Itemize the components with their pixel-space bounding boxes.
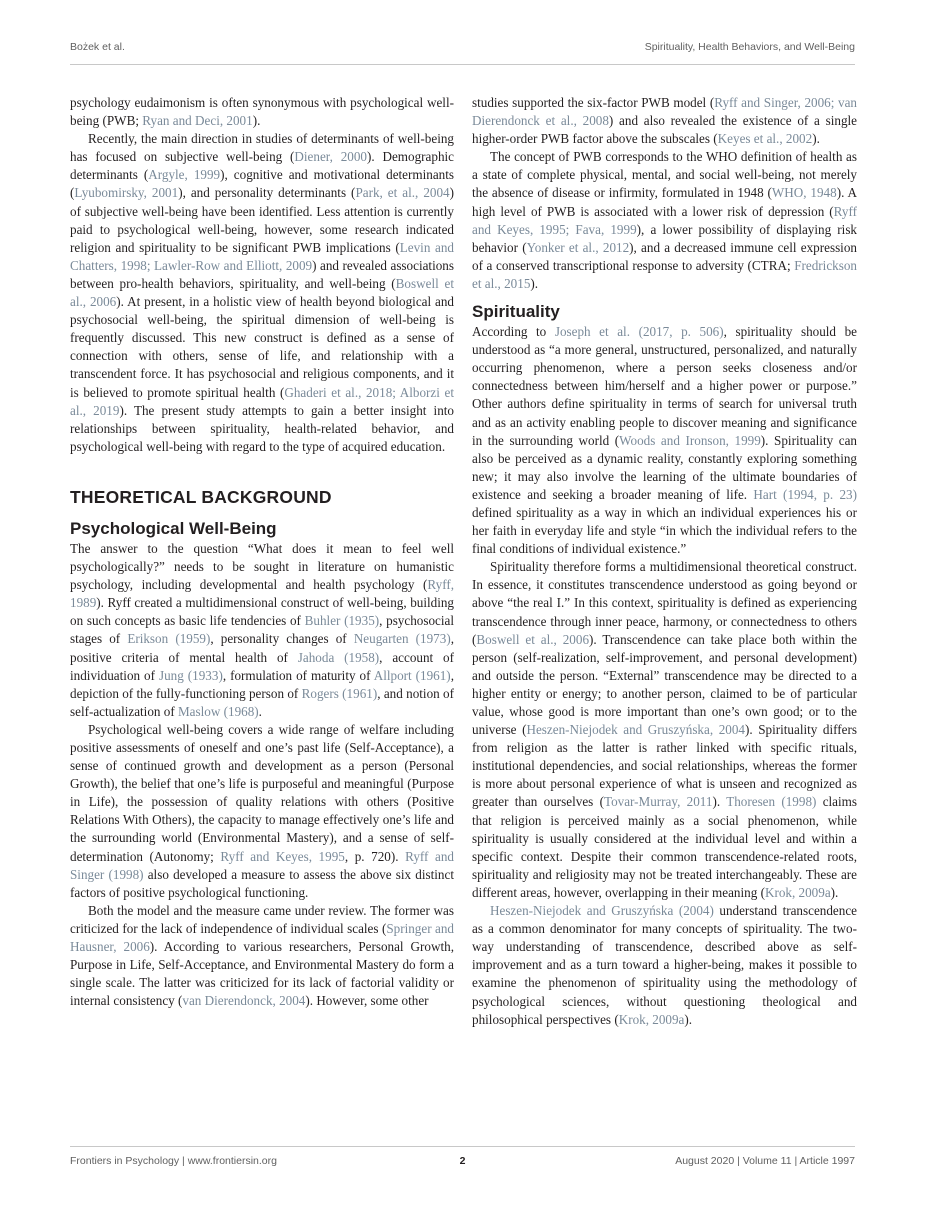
footer-rule [70, 1146, 855, 1147]
footer-issue: August 2020 | Volume 11 | Article 1997 [675, 1155, 855, 1167]
paragraph: Psychological well-being covers a wide range of welfare including positive assessments of oneself and one’s past life (Self-Acceptance), a sense of continued growth and development as a person (Personal Growth), the belief that one’s life is purposeful and meaningful (Purpose in Life), the possession of quality relations with others (Positive Relations With Others), the capacity to manage effectively one’s life and the surrounding world (Environmental Mastery), and a sense of self-determination (Autonomy; Ryff and Keyes, 1995, p. 720). Ryff and Singer (1998) also developed a measure to assess the above six distinct factors of positive psychological functioning. [70, 721, 454, 900]
citation-link[interactable]: Ryff and Singer (1998) [70, 848, 454, 882]
subsection-heading: Psychological Well-Being [70, 518, 277, 538]
paragraph: Spirituality therefore forms a multidimensional theoretical construct. In essence, it constitutes transcendence understood as going beyond or above “the real I.” In this context, spirituality is defined as experiencing transcendence through inner peace, harmony, or connectedness to others (Boswell et al., 2006). Transcendence can take place both within the person (self-realization, self-improvement, and personal development) and outside the person. “External” transcendence may be directed to a higher entity or energy; to another person, claimed to be of particular value, whose good is more important than one’s own good; or to the universe (Heszen-Niejodek and Gruszyńska, 2004). Spirituality differs from religion as the latter is rather linked with specific rituals, institutional dependencies, and social relationships, whereas the former is more about personal experience of what is unseen and recognized as greater than ourselves (Tovar-Murray, 2011). Thoresen (1998) claims that religion is perceived mainly as a social phenomenon, while spirituality is usually considered at the individual level and within a specific context. Despite their common transcendence-related roots, spirituality and religiosity may not be treated interchangeably. These are different areas, however, overlapping in their meaning (Krok, 2009a). [472, 559, 858, 900]
citation-link[interactable]: Maslow (1968) [178, 703, 259, 719]
citation-link[interactable]: Keyes et al., 2002 [717, 131, 813, 147]
citation-link[interactable]: Heszen-Niejodek and Gruszyńska, 2004 [526, 722, 745, 738]
right-column [472, 94, 857, 1029]
paragraph: Both the model and the measure came under review. The former was criticized for the lack of independence of individual scales (Springer and Hausner, 2006). According to various researchers, Personal Growth, Purpose in Life, Self-Acceptance, and Environmental Mastery do form a single scale. The latter was criticized for its lack of factorial validity or internal consistency (van Dierendonck, 2004). However, some other [70, 902, 455, 1009]
citation-link[interactable]: van Dierendonck, 2004 [182, 993, 306, 1009]
citation-link[interactable]: Springer and Hausner, 2006 [70, 920, 455, 955]
citation-link[interactable]: Yonker et al., 2012 [526, 239, 630, 255]
paragraph: Recently, the main direction in studies of determinants of well-being has focused on subjective well-being (Diener, 2000). Demographic determinants (Argyle, 1999), cognitive and motivational determinants (Lyubomirsky, 2001), and personality determinants (Park, et al., 2004) of subjective well-being have been identified. Less attention is currently paid to psychological well-being, however, some research indicated religion and spirituality to be significant PWB implications (Levin and Chatters, 1998; Lawler-Row and Elliott, 2009) and revealed associations between pro-health behaviors, spirituality, and well-being (Boswell et al., 2006). At present, in a holistic view of health beyond biological and psychosocial well-being, the spiritual dimension of well-being is frequently discussed. This new construct is defined as a sense of connection with others, sense of life, and relationship with a transcendent force. It has psychosocial and religious components, and it is believed to promote spiritual health (Ghaderi et al., 2018; Alborzi et al., 2019). The present study attempts to gain a better insight into relationships between spirituality, health-related behavior, and psychological well-being with regard to the type of acquired education. [70, 131, 455, 454]
citation-link[interactable]: Ryff and Keyes, 1995; Fava, 1999 [472, 203, 857, 237]
subsection-heading: Spirituality [472, 302, 560, 322]
paragraph: According to Joseph et al. (2017, p. 506), spirituality should be understood as “a more general, unstructured, personalized, and naturally occurring phenomenon, where a person seeks closeness and/or connectedness between him/herself and a higher power or purpose.” Other authors define spirituality in terms of search for universal truth and as an activity enabling people to discover meaning and significance in the surrounding world (Woods and Ironson, 1999). Spirituality can also be perceived as a dynamic reality, constantly exploring something new; it may also involve the learning of the ultimate boundaries of existence and seeking a broader meaning of life. Hart (1994, p. 23) defined spirituality as a way in which an individual experiences his or her faith in everyday life and style “in which the individual refers to the final conditions of individual existence.” [472, 324, 857, 557]
citation-link[interactable]: Neugarten (1973) [353, 631, 451, 647]
citation-link[interactable]: Park, et al., 2004 [355, 185, 450, 201]
citation-link[interactable]: Jung (1933) [158, 667, 223, 683]
paragraph: Heszen-Niejodek and Gruszyńska (2004) understand transcendence as a common denominator for many concepts of spirituality. The two-way understanding of transcendence, described above as self-improvement and as a turn toward a higher-being, makes it possible to examine the phenomenon of spirituality using the methodology of psychological sciences, without questioning theological and philosophical perspectives (Krok, 2009a). [472, 903, 857, 1027]
citation-link[interactable]: WHO, 1948 [771, 185, 837, 201]
citation-link[interactable]: Krok, 2009a [764, 884, 831, 900]
citation-link[interactable]: Boswell et al., 2006 [70, 275, 454, 310]
paragraph: studies supported the six-factor PWB model (Ryff and Singer, 2006; van Dierendonck et al., 2008) and also revealed the existence of a single higher-order PWB factor above the subscales (Keyes et al., 2002). [472, 95, 857, 147]
citation-link[interactable]: Tovar-Murray, 2011 [603, 794, 713, 810]
header-authors: Bożek et al. [70, 41, 125, 53]
paragraph: psychology eudaimonism is often synonymous with psychological well-being (PWB; Ryan and Deci, 2001). [70, 95, 454, 129]
citation-link[interactable]: Ghaderi et al., 2018; Alborzi et al., 2019 [70, 384, 454, 418]
citation-link[interactable]: Jahoda (1958) [297, 649, 380, 665]
citation-link[interactable]: Diener, 2000 [294, 149, 368, 165]
citation-link[interactable]: Hart (1994, p. 23) [753, 486, 857, 502]
left-column [70, 94, 454, 1010]
citation-link[interactable]: Fredrickson et al., 2015 [472, 257, 857, 291]
page-number: 2 [459, 1155, 466, 1167]
citation-link[interactable]: Woods and Ironson, 1999 [619, 432, 761, 448]
paragraph: The answer to the question “What does it mean to feel well psychologically?” needs to be sought in literature on humanistic psychology, including developmental and health psychology (Ryff, 1989). Ryff created a multidimensional construct of well-being, building on such concepts as basic life tendencies of Buhler (1935), psychosocial stages of Erikson (1959), personality changes of Neugarten (1973), positive criteria of mental health of Jahoda (1958), account of individuation of Jung (1933), formulation of maturity of Allport (1961), depiction of the fully-functioning person of Rogers (1961), and notion of self-actualization of Maslow (1968). [70, 540, 455, 719]
citation-link[interactable]: Ryff, 1989 [70, 577, 454, 611]
header-running-title: Spirituality, Health Behaviors, and Well-Being [644, 41, 855, 53]
citation-link[interactable]: Thoresen (1998) [726, 794, 817, 810]
citation-link[interactable]: Ryff and Singer, 2006; van Dierendonck et al., 2008 [472, 95, 857, 129]
citation-link[interactable]: Rogers (1961) [301, 685, 378, 701]
citation-link[interactable]: Levin and Chatters, 1998; Lawler-Row and Elliott, 2009 [70, 239, 454, 273]
citation-link[interactable]: Ryff and Keyes, 1995 [220, 848, 345, 864]
citation-link[interactable]: Heszen-Niejodek and Gruszyńska (2004) [490, 903, 714, 919]
citation-link[interactable]: Argyle, 1999 [148, 167, 221, 183]
citation-link[interactable]: Erikson (1959) [127, 631, 211, 647]
citation-link[interactable]: Ryan and Deci, 2001 [142, 113, 253, 129]
citation-link[interactable]: Buhler (1935) [304, 613, 380, 629]
footer-journal: Frontiers in Psychology | www.frontiersin.org [70, 1155, 277, 1167]
citation-link[interactable]: Lyubomirsky, 2001 [74, 185, 179, 201]
citation-link[interactable]: Joseph et al. (2017, p. 506) [554, 324, 724, 340]
citation-link[interactable]: Allport (1961) [373, 667, 451, 683]
citation-link[interactable]: Boswell et al., 2006 [476, 631, 590, 647]
citation-link[interactable]: Krok, 2009a [618, 1011, 685, 1027]
running-header [70, 41, 855, 61]
paragraph: The concept of PWB corresponds to the WHO definition of health as a state of complete physical, mental, and social well-being, not merely the absence of disease or infirmity, formulated in 1948 (WHO, 1948). A high level of PWB is associated with a lower risk of depression (Ryff and Keyes, 1995; Fava, 1999), a lower possibility of displaying risk behavior (Yonker et al., 2012), and a decreased immune cell expression of a conserved transcriptional response to adversity (CTRA; Fredrickson et al., 2015). [472, 149, 858, 291]
section-heading: THEORETICAL BACKGROUND [70, 486, 332, 507]
header-rule [70, 64, 855, 65]
